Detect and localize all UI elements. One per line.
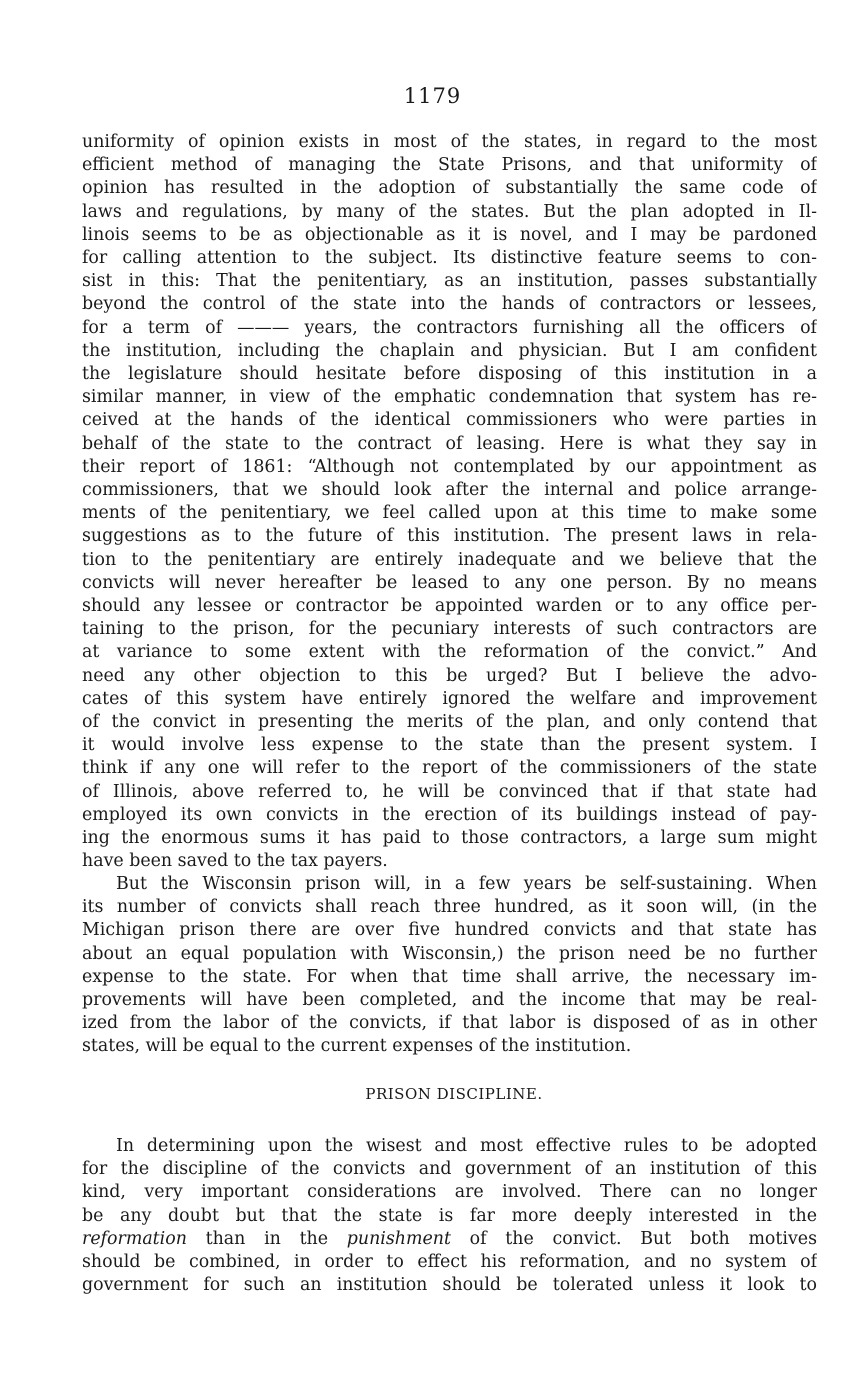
text-line: Michigan prison there are over five hundred convicts and that state has bbox=[82, 920, 817, 941]
text-line: linois seems to be as objectionable as it is novel, and I may be pardoned bbox=[82, 224, 817, 245]
text-line: taining to the prison, for the pecuniary interests of such contractors are bbox=[82, 619, 817, 640]
body-paragraph-1 bbox=[82, 131, 817, 874]
text-line: of the convict in presenting the merits of the plan, and only contend that bbox=[82, 712, 817, 733]
text-line: its number of convicts shall reach three hundred, as it soon will, (in the bbox=[82, 897, 817, 918]
text-line: states, will be equal to the current expenses of the institution. bbox=[82, 1036, 632, 1057]
text-line: uniformity of opinion exists in most of the states, in regard to the most bbox=[82, 132, 817, 152]
text-line: employed its own convicts in the erection of its buildings instead of pay- bbox=[82, 804, 817, 825]
text-span: than in the bbox=[186, 1228, 347, 1249]
text-line: In determining upon the wisest and most effective rules to be adopted bbox=[116, 1136, 817, 1156]
text-line: laws and regulations, by many of the states. But the plan adopted in Il- bbox=[82, 201, 817, 222]
text-line: be any doubt but that the state is far more deeply interested in the bbox=[82, 1205, 817, 1226]
text-line: for calling attention to the subject. Its distinctive feature seems to con- bbox=[82, 248, 817, 269]
text-line: should any lessee or contractor be appointed warden or to any office per- bbox=[82, 596, 817, 617]
text-line: the legislature should hesitate before disposing of this institution in a bbox=[82, 364, 817, 385]
text-line: behalf of the state to the contract of leasing. Here is what they say in bbox=[82, 433, 817, 454]
text-line: But the Wisconsin prison will, in a few years be self-sustaining. When bbox=[116, 874, 817, 894]
italic-text: punishment bbox=[346, 1228, 451, 1249]
text-line: it would involve less expense to the state than the present system. I bbox=[82, 735, 817, 756]
page-number: 1179 bbox=[403, 84, 462, 108]
text-line: tion to the penitentiary are entirely inadequate and we believe that the bbox=[82, 549, 817, 570]
text-line: government for such an institution should be tolerated unless it look to bbox=[82, 1275, 817, 1296]
body-paragraph-2 bbox=[82, 873, 817, 1059]
text-line: ments of the penitentiary, we feel called upon at this time to make some bbox=[82, 503, 817, 524]
text-line: of Illinois, above referred to, he will be convinced that if that state had bbox=[82, 781, 817, 802]
text-line: commissioners, that we should look after the internal and police arrange- bbox=[82, 480, 817, 501]
text-line: sist in this: That the penitentiary, as an institution, passes substantially bbox=[82, 271, 817, 292]
text-line: at variance to some extent with the reformation of the convict.” And bbox=[82, 642, 817, 663]
text-line: cates of this system have entirely ignored the welfare and improvement bbox=[82, 688, 817, 709]
text-line: ceived at the hands of the identical commissioners who were parties in bbox=[82, 410, 817, 431]
text-line: provements will have been completed, and the income that may be real- bbox=[82, 990, 817, 1011]
italic-text: reformation bbox=[82, 1228, 187, 1249]
text-line: the institution, including the chaplain and physician. But I am confident bbox=[82, 340, 817, 361]
text-line: think if any one will refer to the report of the commissioners of the state bbox=[82, 758, 817, 779]
text-line: kind, very important considerations are involved. There can no longer bbox=[82, 1182, 817, 1203]
text-line: for a term of ——— years, the contractors furnishing all the officers of bbox=[82, 317, 817, 338]
text-line: ized from the labor of the convicts, if that labor is disposed of as in other bbox=[82, 1013, 817, 1034]
text-line: about an equal population with Wisconsin,) the prison need be no further bbox=[82, 943, 817, 964]
section-heading: PRISON DISCIPLINE. bbox=[365, 1085, 543, 1103]
text-line: similar manner, in view of the emphatic condemnation that system has re- bbox=[82, 387, 817, 408]
text-line: for the discipline of the convicts and government of an institution of this bbox=[82, 1159, 817, 1180]
text-line bbox=[82, 1228, 817, 1251]
text-line: ing the enormous sums it has paid to those contractors, a large sum might bbox=[82, 828, 817, 849]
text-line: should be combined, in order to effect his reformation, and no system of bbox=[82, 1252, 817, 1273]
text-line: convicts will never hereafter be leased to any one person. By no means bbox=[82, 572, 817, 593]
text-span: of the convict. But both motives bbox=[450, 1228, 817, 1249]
text-line: beyond the control of the state into the hands of contractors or lessees, bbox=[82, 294, 817, 315]
text-line: opinion has resulted in the adoption of substantially the same code of bbox=[82, 178, 817, 199]
text-line: suggestions as to the future of this institution. The present laws in rela- bbox=[82, 526, 817, 547]
body-paragraph-3 bbox=[82, 1135, 817, 1297]
text-line: have been saved to the tax payers. bbox=[82, 851, 388, 872]
text-line: expense to the state. For when that time shall arrive, the necessary im- bbox=[82, 966, 817, 987]
text-line: need any other objection to this be urged? But I believe the advo- bbox=[82, 665, 817, 686]
text-line: their report of 1861: “Although not contemplated by our appointment as bbox=[82, 456, 817, 477]
text-line: efficient method of managing the State Prisons, and that uniformity of bbox=[82, 155, 817, 176]
